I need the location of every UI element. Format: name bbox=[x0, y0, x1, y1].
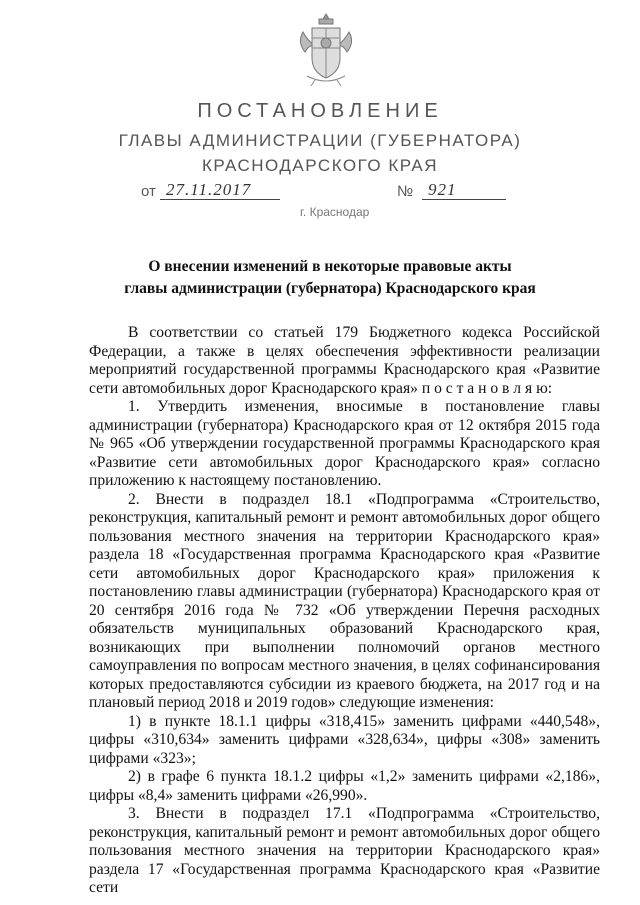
city-label: г. Краснодар bbox=[300, 205, 370, 219]
paragraph-item-2: 2. Внести в подраздел 18.1 «Подпрограмма «Строительство, реконструкция, капитальный ремонт и ремонт автомобильных дорог общего пользования местного значения на территории Краснодарского края» раздела 18 «Государственная программа Краснодарского края «Развитие сети автомобильных дорог Краснодарского края» приложения к постановлению главы администрации (губернатора) Краснодарского края от 20 сентября 2016 года № 732 «Об утверждении Перечня расходных обязательств муниципальных образований Краснодарского края, возникающих при выполнении полномочий органов местного самоуправления по вопросам местного значения, в целях софинансирования которых предоставляются субсидии из краевого бюджета, на 2017 год и на плановый период 2018 и 2019 годов» следующие изменения: bbox=[89, 490, 600, 711]
issuer-heading: ГЛАВЫ АДМИНИСТРАЦИИ (ГУБЕРНАТОРА) bbox=[118, 131, 522, 150]
document-body bbox=[89, 324, 600, 898]
paragraph-subitem-2: 2) в графе 6 пункта 18.1.2 цифры «1,2» заменить цифрами «2,186», цифры «8,4» заменить цифрами «26,990». bbox=[89, 768, 600, 804]
date-label: от bbox=[141, 183, 156, 200]
region-heading: КРАСНОДАРСКОГО КРАЯ bbox=[201, 156, 439, 175]
date-value: 27.11.2017 bbox=[166, 180, 252, 199]
paragraph-subitem-1: 1) в пункте 18.1.1 цифры «318,415» заменить цифрами «440,548», цифры «310,634» заменить цифрами «328,634», цифры «308» заменить цифрами «323»; bbox=[89, 712, 600, 767]
date-number-row bbox=[0, 180, 640, 206]
paragraph-preamble: В соответствии со статьей 179 Бюджетного кодекса Российской Федерации, а также в целях обеспечения эффективности реализации мероприятий государственной программы Краснодарского края «Развитие сети автомобильных дорог Краснодарского края» п о с т а н о в л я ю: bbox=[89, 324, 600, 397]
document-type-heading: ПОСТАНОВЛЕНИЕ bbox=[197, 100, 443, 122]
paragraph-item-3: 3. Внести в подраздел 17.1 «Подпрограмма «Строительство, реконструкция, капитальный ремонт и ремонт автомобильных дорог общего пользования местного значения на территории Краснодарского края» раздела 17 «Государственная программа Краснодарского края «Развитие сети bbox=[89, 805, 600, 896]
coat-of-arms-icon bbox=[295, 10, 357, 88]
document-title-line-1: О внесении изменений в некоторые правовые акты bbox=[148, 258, 512, 275]
number-value: 921 bbox=[428, 180, 457, 199]
number-label: № bbox=[397, 183, 414, 200]
paragraph-item-1: 1. Утвердить изменения, вносимые в постановление главы администрации (губернатора) Краснодарского края от 12 октября 2015 года № 965 «Об утверждении государственной программы Краснодарского края «Развитие сети автомобильных дорог Краснодарского края» согласно приложению к настоящему постановлению. bbox=[89, 398, 600, 489]
document-title-line-2: главы администрации (губернатора) Краснодарского края bbox=[124, 280, 536, 297]
